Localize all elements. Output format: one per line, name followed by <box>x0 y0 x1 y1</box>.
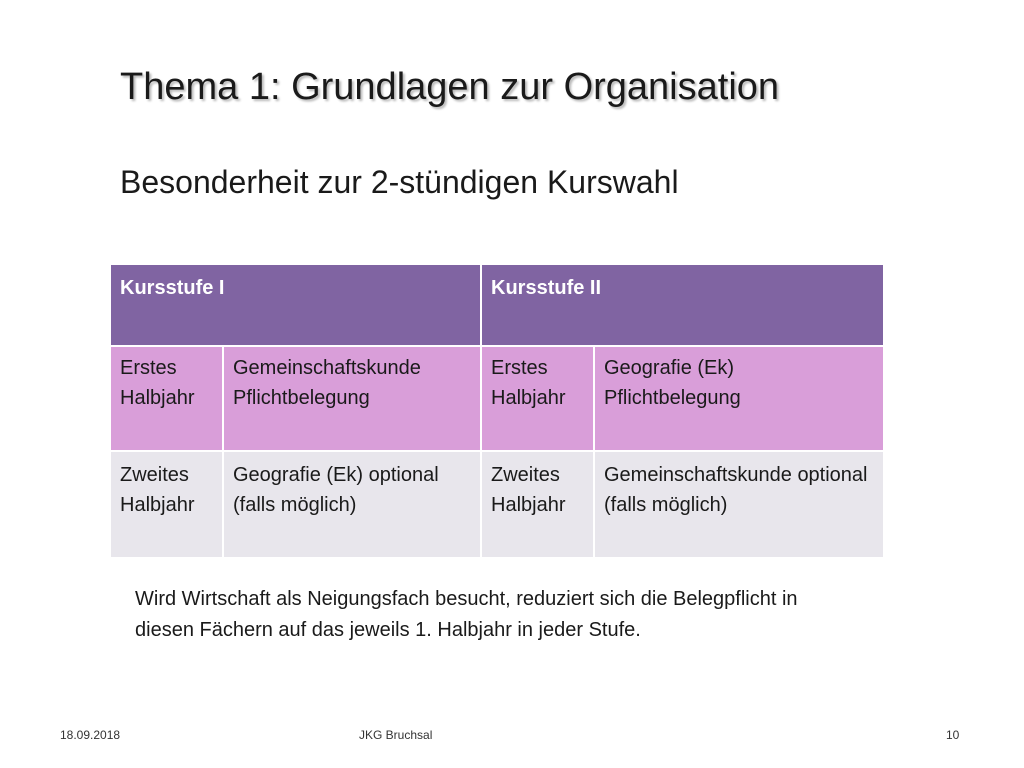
table-header-row <box>110 264 884 346</box>
slide-title: Thema 1: Grundlagen zur Organisation <box>120 66 780 108</box>
table-cell: Erstes Halbjahr <box>110 346 223 451</box>
table-header-kursstufe-2: Kursstufe II <box>481 264 884 346</box>
table-cell: Erstes Halbjahr <box>481 346 594 451</box>
table-row <box>110 451 884 558</box>
slide-subtitle: Besonderheit zur 2-stündigen Kurswahl <box>120 164 679 200</box>
table-cell: Zweites Halbjahr <box>481 451 594 558</box>
table-cell: Gemeinschaftskunde optional (falls möglich) <box>594 451 884 558</box>
footer-date: 18.09.2018 <box>60 728 121 742</box>
table-cell: Gemeinschaftskunde Pflichtbelegung <box>223 346 481 451</box>
page-number: 10 <box>946 728 960 742</box>
table-cell: Geografie (Ek) optional (falls möglich) <box>223 451 481 558</box>
table-cell: Geografie (Ek) Pflichtbelegung <box>594 346 884 451</box>
table-cell: Zweites Halbjahr <box>110 451 223 558</box>
table-row <box>110 346 884 451</box>
footer-school: JKG Bruchsal <box>359 728 433 742</box>
note-text: Wird Wirtschaft als Neigungsfach besucht, reduziert sich die Belegpflicht in diesen Fächern auf das jeweils 1. Halbjahr in jeder Stufe. <box>135 588 798 641</box>
course-table <box>109 263 885 559</box>
table-header-kursstufe-1: Kursstufe I <box>110 264 481 346</box>
